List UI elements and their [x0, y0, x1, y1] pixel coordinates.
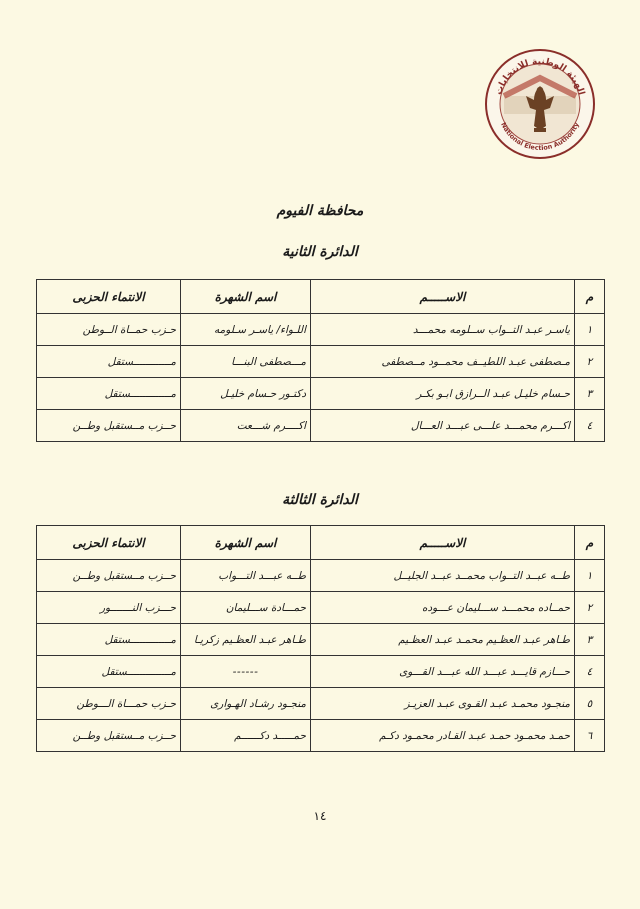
row-fame: منجـود رشـاد الهـوارى — [181, 688, 311, 720]
row-fame: مـــصطفى البنـــا — [181, 346, 311, 378]
row-name: منجـود محمـد عبـد القـوى عبـد العزيـز — [311, 688, 575, 720]
row-num: ١ — [575, 314, 605, 346]
row-fame: اللـواء/ ياسـر سـلومه — [181, 314, 311, 346]
row-name: حـسام خليـل عبـد الــرازق ابـو بكـر — [311, 378, 575, 410]
row-fame: اكــــرم شـــعت — [181, 410, 311, 442]
row-party: حـــزب النـــــــور — [37, 592, 181, 624]
row-num: ٣ — [575, 378, 605, 410]
row-party: حـزب حمــاة الــوطن — [37, 314, 181, 346]
row-party: حـزب حمـــاة الـــوطن — [37, 688, 181, 720]
row-party: حــزب مــستقبل وطــن — [37, 720, 181, 752]
table-row — [37, 624, 605, 656]
district-3-title: الدائرة الثالثة — [282, 492, 358, 508]
header-name: الاســـــم — [311, 526, 575, 560]
row-num: ٤ — [575, 410, 605, 442]
table-row — [37, 560, 605, 592]
row-name: مـصطفى عبـد اللطيــف محمــود مــصطفى — [311, 346, 575, 378]
table-row — [37, 592, 605, 624]
header-fame: اسم الشهرة — [181, 526, 311, 560]
row-name: ياسـر عبـد التــواب ســلومه محمـــد — [311, 314, 575, 346]
logo-english-text: National Election Authority — [499, 121, 581, 153]
row-name: حمــاده محمـــد ســـليمان عـــوده — [311, 592, 575, 624]
row-fame: طـاهر عبـد العظـيم زكريـا — [181, 624, 311, 656]
header-party: الانتماء الحزبى — [37, 526, 181, 560]
logo-arabic-text: الهيئة الوطنية للانتخابات — [494, 56, 586, 97]
table-row — [37, 410, 605, 442]
row-name: حمـد محمـود حمـد عبـد القـادر محمـود دكـم — [311, 720, 575, 752]
row-fame: ------ — [181, 656, 311, 688]
header-name: الاســـــم — [311, 280, 575, 314]
header-party: الانتماء الحزبى — [37, 280, 181, 314]
table-header-row — [37, 280, 605, 314]
row-party: حــزب مــستقبل وطــن — [37, 410, 181, 442]
nea-logo — [484, 48, 596, 160]
row-num: ١ — [575, 560, 605, 592]
district-2-table — [36, 279, 605, 442]
row-name: طــه عبــد التــواب محمــد عبــد الجليــل — [311, 560, 575, 592]
row-party: مــــــــــــــستقل — [37, 656, 181, 688]
row-num: ٦ — [575, 720, 605, 752]
table-row — [37, 378, 605, 410]
row-party: مــــــــــــستقل — [37, 346, 181, 378]
table-header-row — [37, 526, 605, 560]
row-num: ٢ — [575, 592, 605, 624]
governorate-title: محافظة الفيوم — [276, 203, 364, 219]
row-party: مـــــــــــــستقل — [37, 624, 181, 656]
row-name: حـــازم قايـــد عبـــد الله عبـــد القـــوى — [311, 656, 575, 688]
row-num: ٤ — [575, 656, 605, 688]
row-fame: دكتـور حـسام خليـل — [181, 378, 311, 410]
row-name: اكـــرم محمـــد علـــى عبـــد العـــال — [311, 410, 575, 442]
page-number: ١٤ — [313, 809, 327, 823]
row-num: ٢ — [575, 346, 605, 378]
row-num: ٥ — [575, 688, 605, 720]
row-name: طـاهر عبـد العظـيم محمـد عبـد العظـيم — [311, 624, 575, 656]
row-fame: طــه عبـــد التـــواب — [181, 560, 311, 592]
table-row — [37, 656, 605, 688]
district-2-title: الدائرة الثانية — [282, 244, 358, 260]
row-fame: حمـــادة ســـليمان — [181, 592, 311, 624]
district-3-table — [36, 525, 605, 752]
table-row — [37, 720, 605, 752]
row-num: ٣ — [575, 624, 605, 656]
header-num: م — [575, 280, 605, 314]
header-fame: اسم الشهرة — [181, 280, 311, 314]
table-row — [37, 346, 605, 378]
row-fame: حمـــــد دكــــــم — [181, 720, 311, 752]
row-party: حــزب مــستقبل وطــن — [37, 560, 181, 592]
table-row — [37, 688, 605, 720]
table-row — [37, 314, 605, 346]
header-num: م — [575, 526, 605, 560]
row-party: مـــــــــــــستقل — [37, 378, 181, 410]
